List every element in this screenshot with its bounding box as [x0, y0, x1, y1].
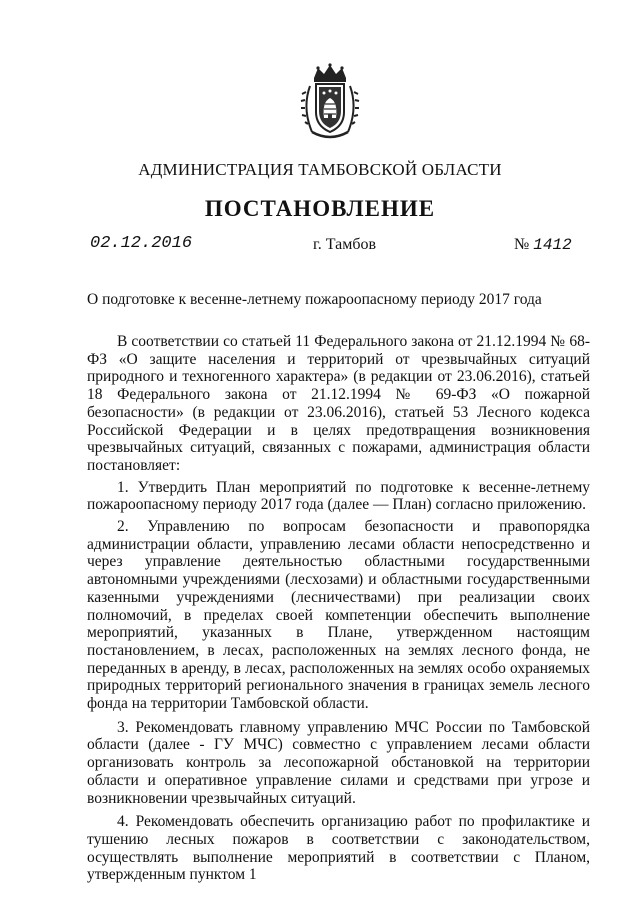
document-number — [514, 236, 572, 254]
paragraph-item-1: 1. Утвердить План мероприятий по подготовке к весенне-летнему пожароопасному периоду 2017 года (далее — План) согласно приложению. — [87, 478, 590, 514]
paragraph-item-4: 4. Рекомендовать обеспечить организацию работ по профилактике и тушению лесных пожаров в соответствии с законодательством, осуществлять выполнение мероприятий в соответствии с Планом, утвержденным пунктом 1 — [87, 813, 590, 884]
document-subject: О подготовке к весенне-летнему пожароопасному периоду 2017 года — [87, 291, 542, 308]
paragraph-item-2: 2. Управлению по вопросам безопасности и правопорядка администрации области, управлению лесами области непосредственно и через управление деятельностью областными государственными автономными учреждениями (лесхозами) и областными государственными казенными учреждениями (лесничествами) при реализации своих полномочий, в пределах своей компетенции обеспечить выполнение мероприятий, указанных в Плане, утвержденном настоящим постановлением, в лесах, расположенных на землях лесного фонда, не переданных в аренду, в лесах, расположенных на землях особо охраняемых природных территорий регионального значения в границах земель лесного фонда на территории Тамбовской области. — [87, 518, 590, 713]
paragraph-item-3: 3. Рекомендовать главному управлению МЧС России по Тамбовской области (далее - ГУ МЧС) совместно с управлением лесами области организовать контроль за лесопожарной обстановкой на территории области и оперативное управление силами и средствами при угрозе и возникновении чрезвычайных ситуаций. — [87, 718, 590, 807]
number-value: 1412 — [533, 236, 572, 254]
document-body — [87, 333, 590, 890]
organization-name: АДМИНИСТРАЦИЯ ТАМБОВСКОЙ ОБЛАСТИ — [138, 160, 502, 179]
coat-of-arms-icon — [300, 62, 360, 142]
document-date: 02.12.2016 — [90, 234, 193, 253]
paragraph-preamble: В соответствии со статьей 11 Федерального закона от 21.12.1994 № 68-ФЗ «О защите населения и территорий от чрезвычайных ситуаций природного и техногенного характера» (в редакции от 23.06.2016), статьей 18 Федерального закона от 21.12.1994 № 69-ФЗ «О пожарной безопасности» (в редакции от 23.06.2016), статьей 53 Лесного кодекса Российской Федерации и в целях предотвращения возникновения чрезвычайных ситуаций, связанных с пожарами, администрация области постановляет: — [87, 333, 590, 474]
number-label: № — [514, 236, 530, 253]
document-city: г. Тамбов — [313, 236, 377, 253]
document-type-title: ПОСТАНОВЛЕНИЕ — [204, 196, 436, 221]
